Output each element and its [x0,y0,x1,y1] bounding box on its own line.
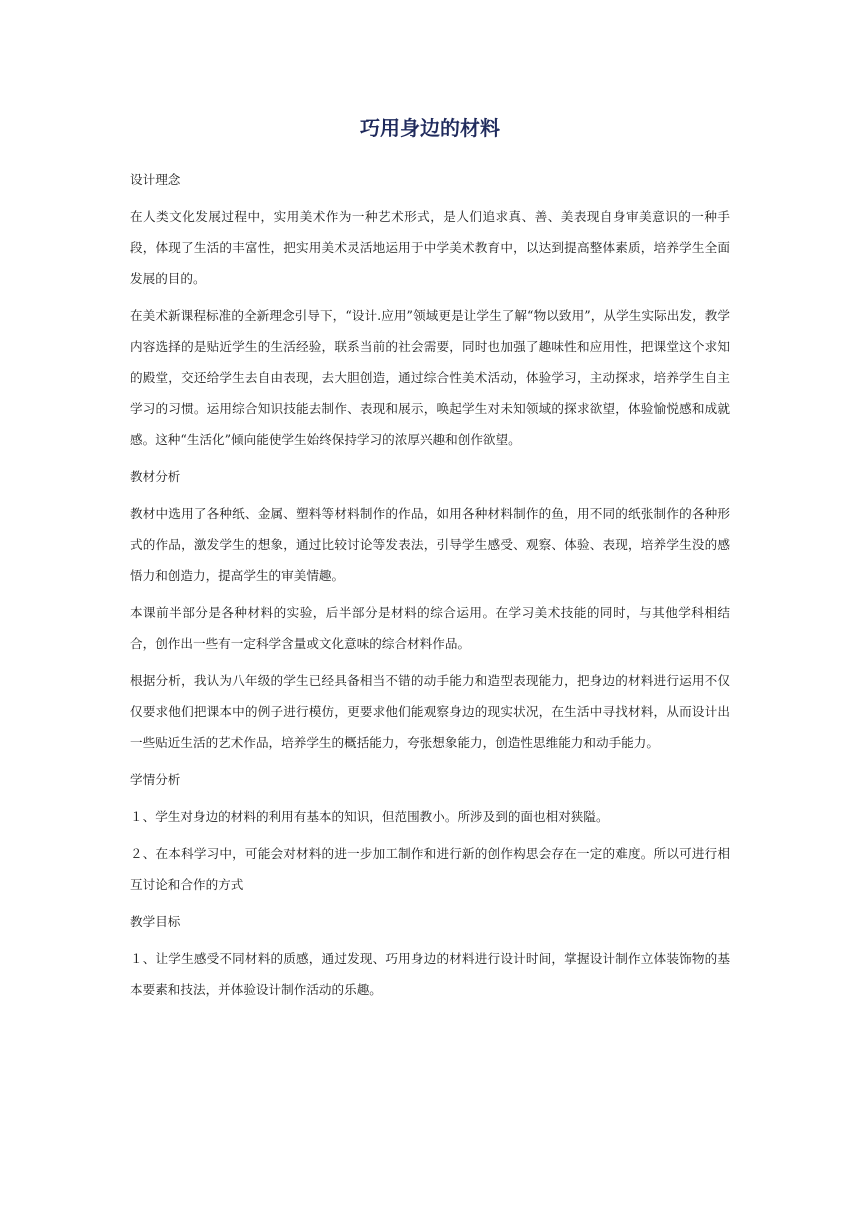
paragraph: １、让学生感受不同材料的质感，通过发现、巧用身边的材料进行设计时间，掌握设计制作立体装饰物的基本要素和技法，并体验设计制作活动的乐趣。 [130,951,730,997]
paragraph: 在美术新课程标准的全新理念引导下，“设计.应用”领域更是让学生了解“物以致用”，从学生实际出发，教学内容选择的是贴近学生的生活经验，联系当前的社会需要，同时也加强了趣味性和应用性，把课堂这个求知的殿堂，交还给学生去自由表现，去大胆创造，通过综合性美术活动，体验学习，主动探求，培养学生自主学习的习惯。运用综合知识技能去制作、表现和展示，唤起学生对未知领域的探求欲望，体验愉悦感和成就感。这种“生活化”倾向能使学生始终保持学习的浓厚兴趣和创作欲望。 [130,308,730,447]
section-heading-student-analysis: 学情分析 [130,772,181,787]
document-body [130,164,730,1011]
section-heading-design-concept: 设计理念 [130,172,181,187]
paragraph: ２、在本科学习中，可能会对材料的进一步加工制作和进行新的创作构思会存在一定的难度。所以可进行相互讨论和合作的方式 [130,846,730,892]
paragraph: 本课前半部分是各种材料的实验，后半部分是材料的综合运用。在学习美术技能的同时，与其他学科相结合，创作出一些有一定科学含量或文化意味的综合材料作品。 [130,605,730,651]
paragraph: 根据分析，我认为八年级的学生已经具备相当不错的动手能力和造型表现能力，把身边的材料进行运用不仅仅要求他们把课本中的例子进行模仿，更要求他们能观察身边的现实状况，在生活中寻找材料，从而设计出一些贴近生活的艺术作品，培养学生的概括能力，夸张想象能力，创造性思维能力和动手能力。 [130,673,730,750]
document-title: 巧用身边的材料 [360,116,500,140]
paragraph: １、学生对身边的材料的利用有基本的知识，但范围教小。所涉及到的面也相对狭隘。 [130,809,609,824]
paragraph: 在人类文化发展过程中，实用美术作为一种艺术形式，是人们追求真、善、美表现自身审美意识的一种手段，体现了生活的丰富性，把实用美术灵活地运用于中学美术教育中，以达到提高整体素质，培养学生全面发展的目的。 [130,209,730,286]
section-heading-material-analysis: 教材分析 [130,469,181,484]
section-heading-teaching-goals: 教学目标 [130,914,181,929]
paragraph: 教材中选用了各种纸、金属、塑料等材料制作的作品，如用各种材料制作的鱼，用不同的纸张制作的各种形式的作品，激发学生的想象，通过比较讨论等发表法，引导学生感受、观察、体验、表现，培养学生没的感悟力和创造力，提高学生的审美情趣。 [130,506,730,583]
